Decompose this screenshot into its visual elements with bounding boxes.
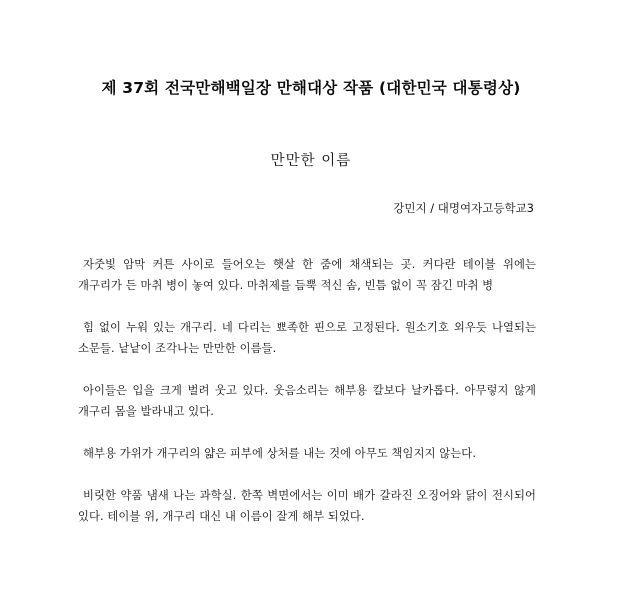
paragraph: 힘 없이 누워 있는 개구리. 네 다리는 뾰족한 핀으로 고정된다. 원소기호 외우듯 나열되는 소문들. 낱낱이 조각나는 만만한 이름들.: [78, 321, 536, 355]
competition-heading: 제 37회 전국만해백일장 만해대상 작품 (대한민국 대통령상): [101, 79, 521, 97]
paragraph: 해부용 가위가 개구리의 얇은 피부에 상처를 내는 것에 아무도 책임지지 않는다.: [83, 447, 477, 460]
poem-title: 만만한 이름: [270, 153, 352, 169]
author-line: 강민지 / 대명여자고등학교3: [393, 201, 534, 215]
paragraph: 비릿한 약품 냄새 나는 과학실. 한쪽 벽면에서는 이미 배가 갈라진 오징어와 닭이 전시되어 있다. 테이블 위, 개구리 대신 내 이름이 잘게 해부 되었다.: [78, 489, 536, 523]
paragraph: 아이들은 입을 크게 벌려 웃고 있다. 웃음소리는 해부용 칼보다 날카롭다. 아무렇지 않게 개구리 몸을 발라내고 있다.: [78, 384, 536, 418]
poem-body: [78, 254, 536, 548]
paragraph: 자줏빛 암막 커튼 사이로 들어오는 햇살 한 줌에 채색되는 곳. 커다란 테이블 위에는 개구리가 든 마취 병이 놓여 있다. 마취제를 듬뿍 적신 솜, 빈틈 없이 꼭 잠긴 마취 병: [78, 258, 536, 292]
